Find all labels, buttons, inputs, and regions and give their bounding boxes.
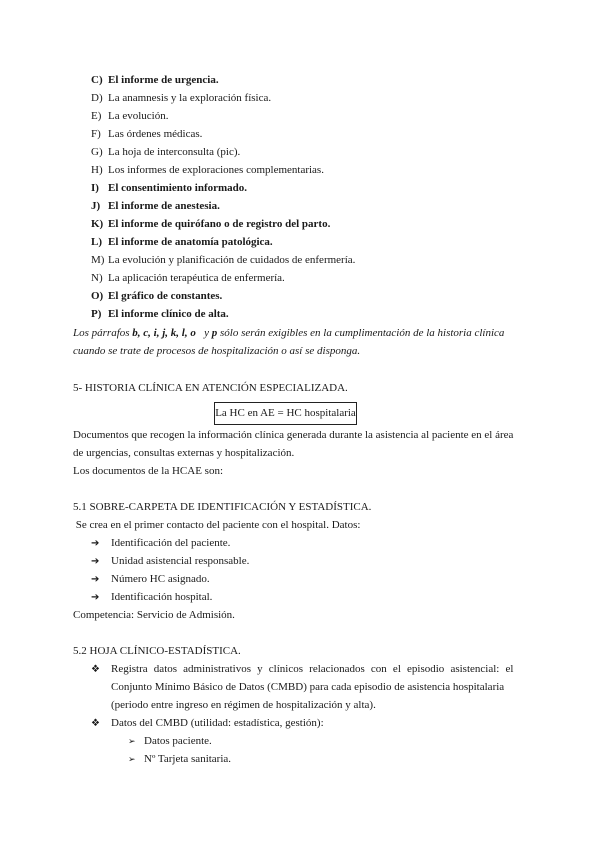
list-item-f bbox=[91, 127, 202, 141]
list-item-p bbox=[91, 307, 229, 321]
sub-item-text: Nº Tarjeta sanitaria. bbox=[144, 753, 232, 765]
section-5-1-intro: Se crea en el primer contacto del paciente con el hospital. Datos: bbox=[73, 519, 361, 531]
section-5-2-heading: 5.2 HOJA CLÍNICO-ESTADÍSTICA. bbox=[73, 645, 241, 657]
list-letter: J) bbox=[91, 200, 101, 212]
list-letter: D) bbox=[91, 92, 103, 104]
list-item-i bbox=[91, 181, 247, 195]
list-item-n bbox=[91, 271, 285, 285]
arrow-icon: ➔ bbox=[91, 538, 100, 549]
list-letter: N) bbox=[91, 272, 103, 284]
note-line-2: cuando se trate de procesos de hospitalización o así se disponga. bbox=[73, 345, 361, 357]
list-letter: C) bbox=[91, 74, 103, 86]
list-text: El informe de urgencia. bbox=[108, 74, 219, 86]
section-5-paragraph-2: de urgencias, consultas externas y hospitalización. bbox=[73, 447, 295, 459]
note-post: sólo serán exigibles en la cumplimentación de la historia clínica bbox=[217, 327, 505, 339]
list-text: El informe clínico de alta. bbox=[108, 308, 229, 320]
list-item-m bbox=[91, 253, 355, 267]
list-letter: O) bbox=[91, 290, 104, 302]
bullet-item bbox=[91, 572, 210, 587]
list-text: La aplicación terapéutica de enfermería. bbox=[108, 272, 285, 284]
list-text: Las órdenes médicas. bbox=[108, 128, 203, 140]
list-text: El informe de anestesia. bbox=[108, 200, 220, 212]
diamond-icon: ❖ bbox=[91, 718, 100, 729]
list-letter: E) bbox=[91, 110, 102, 122]
list-item-k bbox=[91, 217, 330, 231]
list-item-l bbox=[91, 235, 273, 249]
diamond-item-2 bbox=[91, 716, 324, 731]
bullet-text: Identificación hospital. bbox=[111, 591, 213, 603]
arrow-icon: ➔ bbox=[91, 556, 100, 567]
diamond-icon: ❖ bbox=[91, 664, 100, 675]
list-letter: H) bbox=[91, 164, 103, 176]
section-5-paragraph-1: Documentos que recogen la información clínica generada durante la asistencia al paciente en el área bbox=[73, 429, 514, 441]
bullet-item bbox=[91, 554, 249, 569]
summary-box: La HC en AE = HC hospitalaria bbox=[214, 402, 357, 425]
note-line-1 bbox=[73, 326, 504, 340]
list-text: El informe de quirófano o de registro del parto. bbox=[108, 218, 331, 230]
sub-arrow-icon: ➢ bbox=[128, 754, 136, 764]
list-text: El consentimiento informado. bbox=[108, 182, 248, 194]
diamond-text: Datos del CMBD (utilidad: estadística, gestión): bbox=[111, 717, 324, 729]
list-item-j bbox=[91, 199, 220, 213]
list-item-g bbox=[91, 145, 240, 159]
bullet-item bbox=[91, 590, 212, 605]
bullet-text: Unidad asistencial responsable. bbox=[111, 555, 250, 567]
note-bold-letters: b, c, i, j, k, l, o bbox=[132, 327, 196, 339]
list-letter: G) bbox=[91, 146, 103, 158]
note-bold-p: p bbox=[211, 327, 218, 339]
diamond-text: Registra datos administrativos y clínicos relacionados con el episodio asistencial: el bbox=[111, 663, 514, 675]
list-text: La evolución y planificación de cuidados de enfermería. bbox=[108, 254, 356, 266]
list-item-e bbox=[91, 109, 168, 123]
list-text: La anamnesis y la exploración física. bbox=[108, 92, 272, 104]
section-5-1-heading: 5.1 SOBRE-CARPETA DE IDENTIFICACIÓN Y ESTADÍSTICA. bbox=[73, 501, 372, 513]
diamond-item-1-line-3: (periodo entre ingreso en régimen de hospitalización y alta). bbox=[111, 699, 376, 711]
bullet-text: Identificación del paciente. bbox=[111, 537, 231, 549]
sub-item bbox=[128, 734, 212, 748]
list-text: El informe de anatomía patológica. bbox=[108, 236, 273, 248]
list-letter: L) bbox=[91, 236, 102, 248]
arrow-icon: ➔ bbox=[91, 574, 100, 585]
list-item-c bbox=[91, 73, 219, 87]
list-letter: F) bbox=[91, 128, 101, 140]
diamond-item-1-line-2: Conjunto Mínimo Básico de Datos (CMBD) para cada episodio de asistencia hospitalaria bbox=[111, 681, 505, 693]
sub-arrow-icon: ➢ bbox=[128, 736, 136, 746]
list-letter: I) bbox=[91, 182, 99, 194]
list-item-o bbox=[91, 289, 222, 303]
section-5-heading: 5- HISTORIA CLÍNICA EN ATENCIÓN ESPECIALIZADA. bbox=[73, 382, 348, 394]
arrow-icon: ➔ bbox=[91, 592, 100, 603]
sub-item-text: Datos paciente. bbox=[144, 735, 212, 747]
list-text: La hoja de interconsulta (pic). bbox=[108, 146, 241, 158]
note-y: y bbox=[195, 327, 212, 339]
list-item-d bbox=[91, 91, 271, 105]
diamond-item-1-line-1 bbox=[91, 662, 513, 677]
list-letter: P) bbox=[91, 308, 102, 320]
bullet-item bbox=[91, 536, 230, 551]
list-text: El gráfico de constantes. bbox=[108, 290, 223, 302]
section-5-paragraph-3: Los documentos de la HCAE son: bbox=[73, 465, 224, 477]
list-letter: K) bbox=[91, 218, 104, 230]
note-pre: Los párrafos bbox=[73, 327, 133, 339]
bullet-text: Número HC asignado. bbox=[111, 573, 210, 585]
list-item-h bbox=[91, 163, 324, 177]
list-text: Los informes de exploraciones complementarias. bbox=[108, 164, 324, 176]
list-letter: M) bbox=[91, 254, 105, 266]
list-text: La evolución. bbox=[108, 110, 169, 122]
sub-item bbox=[128, 752, 231, 766]
competencia: Competencia: Servicio de Admisión. bbox=[73, 609, 235, 621]
